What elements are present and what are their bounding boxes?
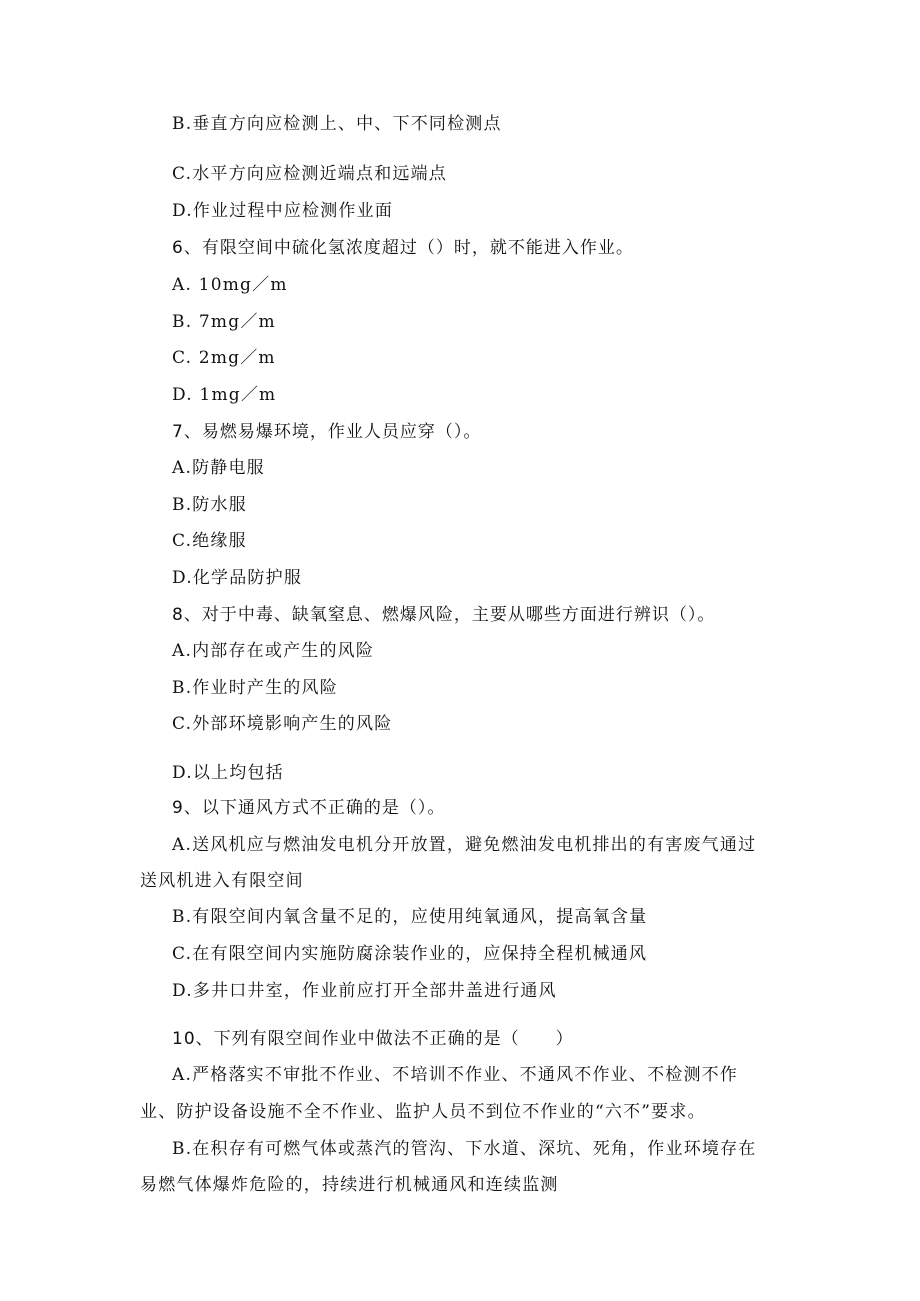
q6-option-b: B. 7mg／m: [172, 312, 276, 332]
q5-option-c: C.水平方向应检测近端点和远端点: [172, 164, 448, 184]
q10-stem: 10、下列有限空间作业中做法不正确的是（ ）: [172, 1029, 574, 1049]
q10-option-b-line1: B.在积存有可燃气体或蒸汽的管沟、下水道、深坑、死角，作业环境存在: [172, 1139, 757, 1159]
q9-option-c: C.在有限空间内实施防腐涂装作业的，应保持全程机械通风: [172, 944, 648, 964]
q9-option-a-line2: 送风机进入有限空间: [140, 871, 304, 891]
q8-option-d: D.以上均包括: [172, 763, 284, 783]
q6-stem: 6、有限空间中硫化氢浓度超过（）时，就不能进入作业。: [172, 238, 634, 258]
q10-option-a-line2: 业、防护设备设施不全不作业、监护人员不到位不作业的“六不”要求。: [140, 1102, 706, 1122]
q5-option-b: B.垂直方向应检测上、中、下不同检测点: [172, 114, 502, 134]
q6-option-d: D. 1mg／m: [172, 385, 277, 405]
q9-option-b: B.有限空间内氧含量不足的，应使用纯氧通风，提高氧含量: [172, 907, 648, 927]
q8-option-c: C.外部环境影响产生的风险: [172, 714, 393, 734]
q10-option-a-line1: A.严格落实不审批不作业、不培训不作业、不通风不作业、不检测不作: [172, 1065, 739, 1085]
q7-stem: 7、易燃易爆环境，作业人员应穿（）。: [172, 422, 482, 442]
q10-option-b-line2: 易燃气体爆炸危险的，持续进行机械通风和连续监测: [140, 1175, 559, 1195]
q8-option-b: B.作业时产生的风险: [172, 678, 338, 698]
q6-option-c: C. 2mg／m: [172, 348, 276, 368]
q7-option-b: B.防水服: [172, 495, 247, 515]
q7-option-d: D.化学品防护服: [172, 568, 303, 588]
q8-option-a: A.内部存在或产生的风险: [172, 641, 375, 661]
q6-option-a: A. 10mg／m: [172, 275, 288, 295]
q9-option-a-line1: A.送风机应与燃油发电机分开放置，避免燃油发电机排出的有害废气通过: [172, 835, 757, 855]
q7-option-c: C.绝缘服: [172, 531, 247, 551]
q7-option-a: A.防静电服: [172, 458, 265, 478]
q5-option-d: D.作业过程中应检测作业面: [172, 201, 394, 221]
q9-stem: 9、以下通风方式不正确的是（）。: [172, 798, 446, 818]
q9-option-d: D.多井口井室，作业前应打开全部井盖进行通风: [172, 981, 557, 1001]
q8-stem: 8、对于中毒、缺氧窒息、燃爆风险，主要从哪些方面进行辨识（）。: [172, 605, 716, 625]
